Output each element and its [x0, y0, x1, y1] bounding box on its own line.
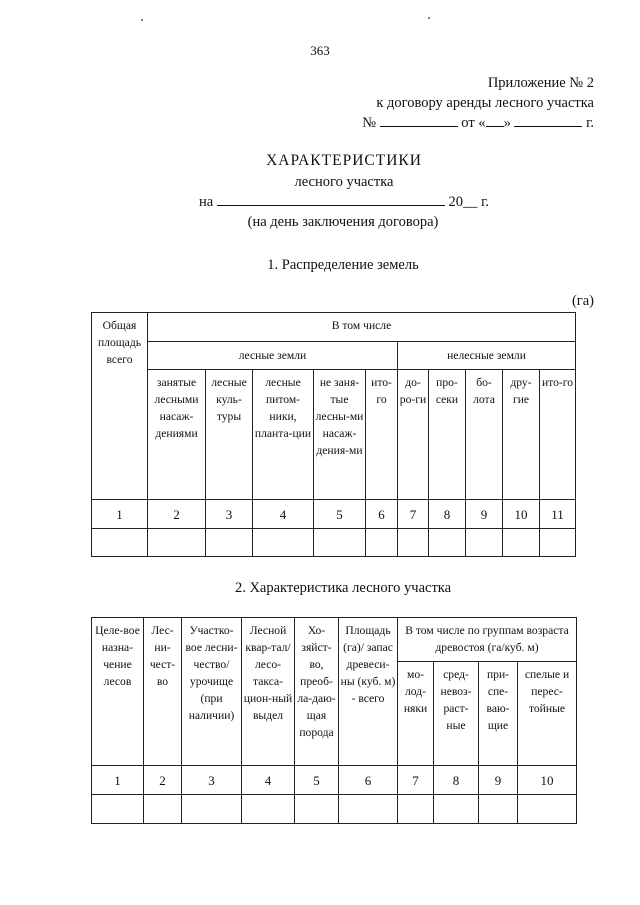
date-prefix: на [198, 194, 214, 210]
table-cell [517, 794, 577, 824]
date-note: (на день заключения договора) [247, 214, 439, 230]
column-number: 10 [517, 765, 577, 795]
document-title: ХАРАКТЕРИСТИКИ [266, 152, 422, 169]
column-number: 7 [397, 499, 429, 529]
header-col-1: Целе-вое назна-чение лесов [91, 617, 144, 766]
table-cell [241, 794, 295, 824]
header-col-3: лесные куль-туры [205, 369, 253, 500]
column-number: 11 [539, 499, 576, 529]
table-cell [478, 794, 518, 824]
contract-date-quote: » [503, 115, 511, 131]
column-number: 8 [433, 765, 479, 795]
table-cell [365, 528, 398, 557]
column-number: 1 [91, 765, 144, 795]
header-col-9: при-спе-ваю-щие [478, 661, 518, 766]
contract-date-label: от « [461, 115, 486, 131]
column-number: 8 [428, 499, 466, 529]
table-cell [147, 528, 206, 557]
contract-month-blank [514, 113, 582, 127]
page-number: 363 [310, 43, 330, 58]
header-col-2: Лес-ни-чест-во [143, 617, 182, 766]
header-col-5: не заня-тые лесны-ми насаж-дения-ми [313, 369, 366, 500]
column-number: 9 [478, 765, 518, 795]
table-cell [91, 794, 144, 824]
appendix-subtitle: к договору аренды лесного участка [376, 95, 594, 111]
column-number: 4 [252, 499, 314, 529]
column-number: 1 [91, 499, 148, 529]
table-cell [502, 528, 540, 557]
table-cell [433, 794, 479, 824]
contract-day-blank [486, 113, 504, 127]
column-number: 6 [365, 499, 398, 529]
section2-heading: 2. Характеристика лесного участка [234, 580, 452, 596]
table-cell [397, 528, 429, 557]
column-number: 2 [147, 499, 206, 529]
table-cell [252, 528, 314, 557]
header-col-6: ито-го [365, 369, 398, 500]
column-number: 3 [181, 765, 242, 795]
date-line [0, 192, 640, 212]
table-cell [205, 528, 253, 557]
header-col-8: про-секи [428, 369, 466, 500]
header-col-10: дру-гие [502, 369, 540, 500]
column-number: 7 [397, 765, 434, 795]
document-subtitle: лесного участка [294, 174, 394, 190]
header-including: В том числе [147, 312, 576, 342]
column-number: 10 [502, 499, 540, 529]
date-year: 20__ г. [448, 194, 489, 210]
header-nonforest-lands: нелесные земли [397, 341, 576, 370]
header-col-8: сред-невоз-раст-ные [433, 661, 479, 766]
table-cell [539, 528, 576, 557]
header-col-4: лесные питом-ники, планта-ции [252, 369, 314, 500]
appendix-title: Приложение № 2 [487, 75, 594, 91]
date-blank [217, 192, 445, 206]
contract-number-blank [380, 113, 458, 127]
table-cell [428, 528, 466, 557]
header-col-9: бо-лота [465, 369, 503, 500]
unit-label: (га) [571, 293, 594, 309]
section1-heading: 1. Распределение земель [267, 257, 419, 273]
header-col-5: Хо-зяйст-во, преоб-ла-даю-щая порода [294, 617, 339, 766]
header-total-area: Общая площадь всего [91, 312, 148, 500]
table-cell [181, 794, 242, 824]
column-number: 5 [294, 765, 339, 795]
table-cell [143, 794, 182, 824]
column-number: 4 [241, 765, 295, 795]
header-col-4: Лесной квар-тал/ лесо-такса-цион-ный выдел [241, 617, 295, 766]
table-cell [465, 528, 503, 557]
header-col-10: спелые и перес-тойные [517, 661, 577, 766]
header-col-3: Участко-вое лесни-чество/ урочище (при наличии) [181, 617, 242, 766]
column-number: 2 [143, 765, 182, 795]
column-number: 3 [205, 499, 253, 529]
header-col-7: мо-лод-няки [397, 661, 434, 766]
header-col-11: ито-го [539, 369, 576, 500]
contract-number-label: № [362, 115, 377, 131]
header-col-7: до-ро-ги [397, 369, 429, 500]
header-age-groups: В том числе по группам возраста древостоя (га/куб. м) [397, 617, 577, 662]
header-col-6: Площадь (га)/ запас древеси-ны (куб. м) - всего [338, 617, 398, 766]
column-number: 5 [313, 499, 366, 529]
scan-speck [141, 19, 143, 21]
table-cell [91, 528, 148, 557]
column-number: 6 [338, 765, 398, 795]
contract-year-label: г. [586, 115, 594, 131]
contract-reference-line [362, 113, 594, 133]
table-cell [313, 528, 366, 557]
table-cell [294, 794, 339, 824]
scan-speck [428, 17, 430, 19]
header-forest-lands: лесные земли [147, 341, 398, 370]
header-col-2: занятые лесными насаж-дениями [147, 369, 206, 500]
table-cell [338, 794, 398, 824]
column-number: 9 [465, 499, 503, 529]
table-cell [397, 794, 434, 824]
